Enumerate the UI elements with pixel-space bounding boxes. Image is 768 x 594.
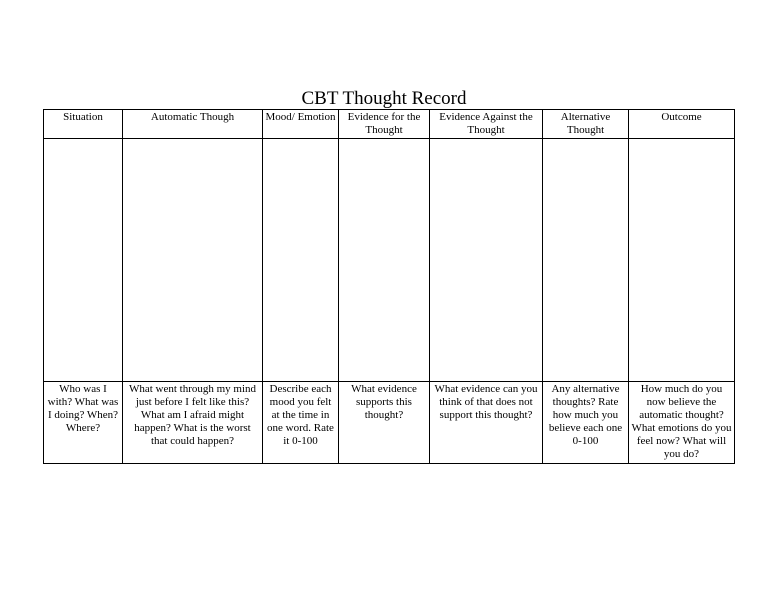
entry-alternative-thought[interactable] bbox=[543, 139, 629, 382]
prompt-row bbox=[44, 382, 735, 464]
entry-situation[interactable] bbox=[44, 139, 123, 382]
header-evidence-for: Evidence for the Thought bbox=[339, 110, 430, 139]
header-row bbox=[44, 110, 735, 139]
entry-mood-emotion[interactable] bbox=[263, 139, 339, 382]
prompt-mood-emotion: Describe each mood you felt at the time in one word. Rate it 0-100 bbox=[263, 382, 339, 464]
prompt-evidence-against: What evidence can you think of that does not support this thought? bbox=[430, 382, 543, 464]
entry-evidence-for[interactable] bbox=[339, 139, 430, 382]
header-automatic-thought: Automatic Though bbox=[123, 110, 263, 139]
prompt-automatic-thought: What went through my mind just before I felt like this? What am I afraid might happen? What is the worst that could happen? bbox=[123, 382, 263, 464]
entry-automatic-thought[interactable] bbox=[123, 139, 263, 382]
header-outcome: Outcome bbox=[629, 110, 735, 139]
prompt-alternative-thought: Any alternative thoughts? Rate how much you believe each one 0-100 bbox=[543, 382, 629, 464]
entry-outcome[interactable] bbox=[629, 139, 735, 382]
thought-record-table bbox=[43, 109, 735, 464]
prompt-evidence-for: What evidence supports this thought? bbox=[339, 382, 430, 464]
prompt-outcome: How much do you now believe the automatic thought? What emotions do you feel now? What will you do? bbox=[629, 382, 735, 464]
header-mood-emotion: Mood/ Emotion bbox=[263, 110, 339, 139]
page-title: CBT Thought Record bbox=[301, 88, 467, 109]
prompt-situation: Who was I with? What was I doing? When? Where? bbox=[44, 382, 123, 464]
header-evidence-against: Evidence Against the Thought bbox=[430, 110, 543, 139]
entry-row bbox=[44, 139, 735, 382]
entry-evidence-against[interactable] bbox=[430, 139, 543, 382]
header-situation: Situation bbox=[44, 110, 123, 139]
header-alternative-thought: Alternative Thought bbox=[543, 110, 629, 139]
